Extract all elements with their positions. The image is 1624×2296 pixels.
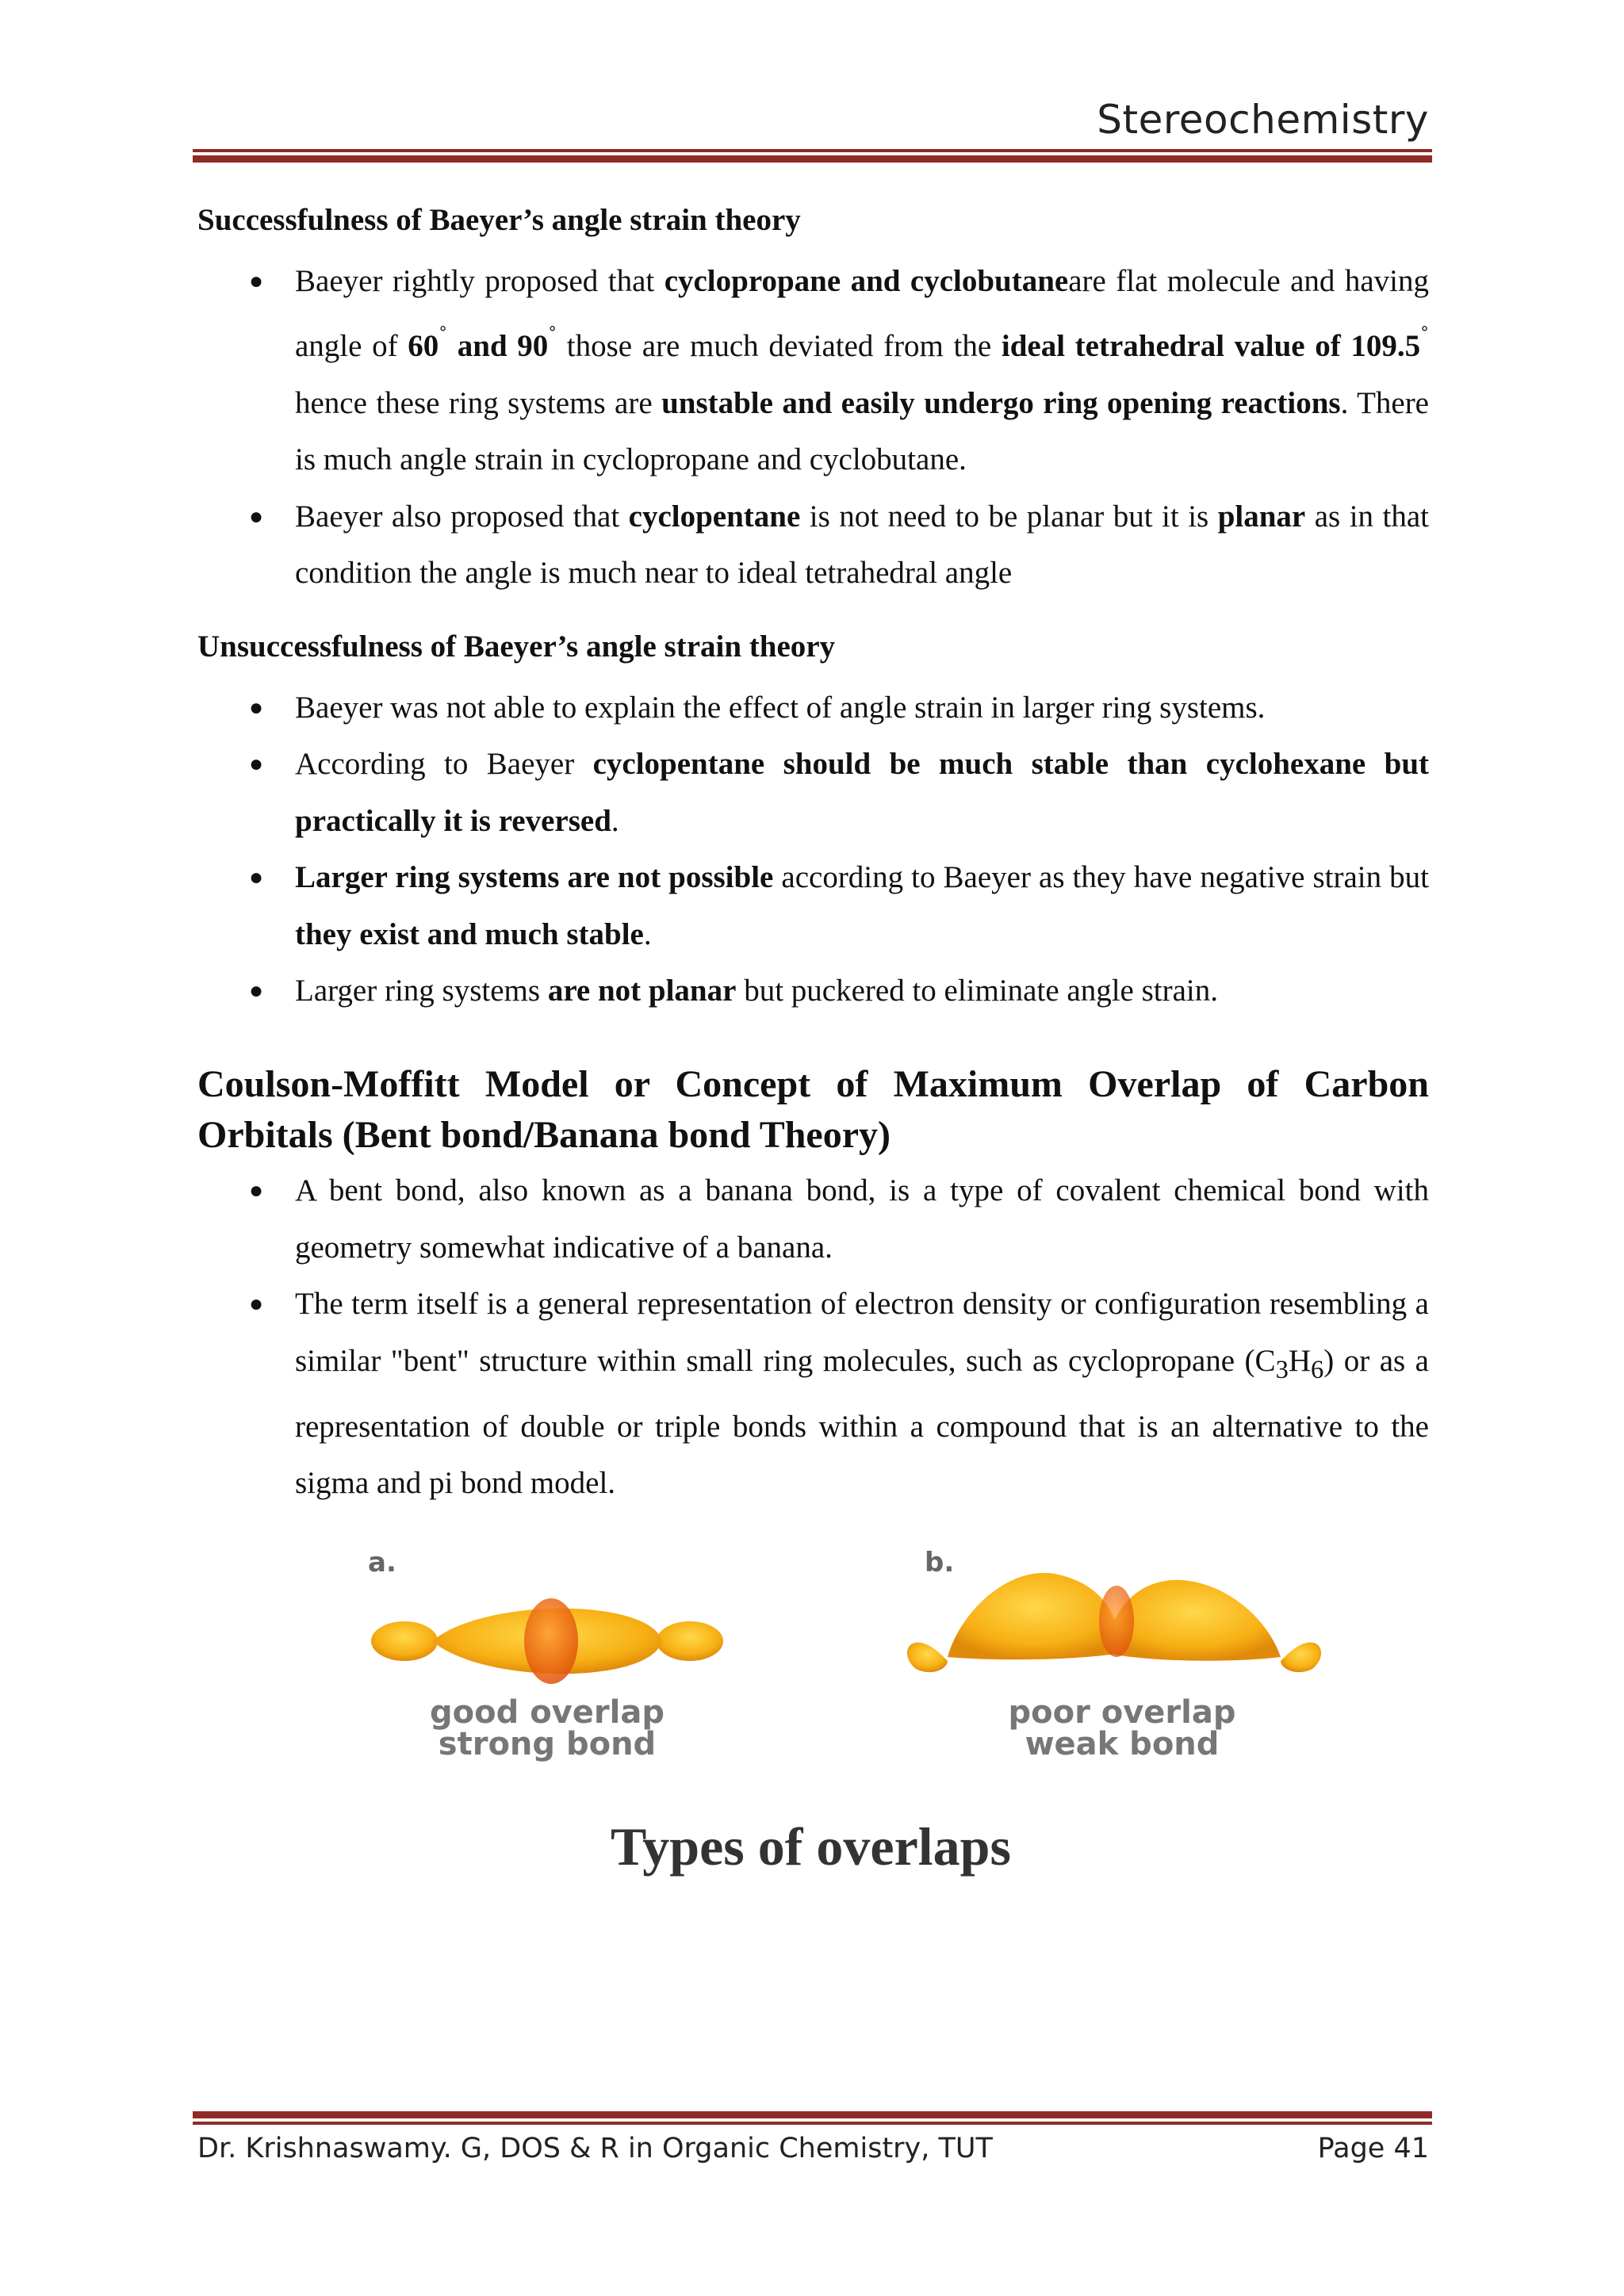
- text-run: ˚: [548, 323, 557, 352]
- text-run: ) or as a representation of double or triple bonds within a compound that is an alternative to the sigma and pi bond model.: [295, 1343, 1429, 1501]
- figure-label-b: b.: [925, 1547, 955, 1578]
- text-run: 6: [1310, 1355, 1324, 1384]
- section-heading: Unsuccessfulness of Baeyer’s angle strain theory: [197, 629, 836, 664]
- text-run: hence these ring systems are: [295, 385, 662, 420]
- text-run: as in that condition the angle is much near to ideal tetrahedral angle: [295, 499, 1430, 591]
- bullet-dot-icon: ●: [249, 267, 264, 294]
- text-run: .: [643, 916, 652, 951]
- bold-text: cyclopentane: [628, 499, 801, 534]
- text-run: .: [611, 803, 619, 838]
- bold-text: unstable and easily undergo ring opening reactions: [661, 385, 1341, 420]
- good-overlap-orbital: [371, 1598, 723, 1684]
- bullet-item: [197, 1276, 1429, 1512]
- text-run: according to Baeyer as they have negative strain but: [773, 860, 1429, 895]
- bullet-item: [197, 849, 1429, 962]
- bold-text: ideal tetrahedral value of 109.5: [1001, 329, 1421, 364]
- overlap-figure: [357, 1518, 1332, 1931]
- bold-text: are not planar: [547, 974, 737, 1008]
- text-run: The term itself is a general representation of electron density or configuration resembling a similar "bent" structure within small ring molecules, such as cyclopropane (C: [295, 1287, 1429, 1378]
- bullet-list: [197, 1162, 1429, 1512]
- poor-overlap-orbital: [907, 1573, 1321, 1672]
- text-run: Baeyer also proposed that: [295, 499, 629, 534]
- section-unsuccessfulness: [197, 630, 1429, 1020]
- bullet-dot-icon: ●: [249, 503, 264, 530]
- bullet-item: [197, 1162, 1429, 1276]
- text-run: 3: [1275, 1355, 1289, 1384]
- text-run: According to Baeyer: [295, 747, 593, 782]
- figure-title: Types of overlaps: [611, 1816, 1011, 1877]
- text-run: Baeyer was not able to explain the effect of angle strain in larger ring systems.: [295, 690, 1266, 725]
- text-run: A bent bond, also known as a banana bond, is a type of covalent chemical bond with geometry somewhat indicative of a banana.: [295, 1173, 1429, 1265]
- caption-line: good overlap: [430, 1694, 665, 1731]
- bullet-dot-icon: ●: [249, 864, 264, 891]
- caption-poor-overlap: [991, 1694, 1253, 1762]
- bold-text: 60: [408, 329, 439, 364]
- running-header-title: Stereochemistry: [1097, 97, 1429, 143]
- bold-text: they exist and much stable: [295, 916, 644, 951]
- figure-label-a: a.: [368, 1547, 396, 1578]
- text-run: is not need to be planar but it is: [800, 499, 1218, 534]
- text-run: ˚: [1420, 323, 1429, 352]
- text-run: are flat molecule and having angle of: [295, 263, 1429, 364]
- bullet-dot-icon: ●: [249, 694, 264, 721]
- text-run: but puckered to eliminate angle strain.: [736, 974, 1218, 1008]
- bullet-item: [197, 253, 1429, 488]
- footer-author: Dr. Krishnaswamy. G, DOS & R in Organic Chemistry, TUT: [197, 2133, 993, 2164]
- text-run: those are much deviated from the: [557, 329, 1002, 364]
- bullet-item: [197, 679, 1429, 737]
- section-successfulness: [197, 204, 1429, 602]
- bullet-dot-icon: ●: [249, 1291, 264, 1317]
- bold-text: and 90: [447, 329, 549, 364]
- header-rule: [193, 149, 1432, 163]
- bullet-dot-icon: ●: [249, 751, 264, 778]
- bullet-dot-icon: ●: [249, 1177, 264, 1203]
- page-number: Page 41: [1317, 2133, 1429, 2164]
- bold-text: cyclopropane and cyclobutane: [664, 263, 1069, 298]
- bullet-list: [197, 679, 1429, 1020]
- caption-line: strong bond: [438, 1726, 657, 1762]
- bullet-item: [197, 736, 1429, 849]
- text-run: . There is much angle strain in cyclopropane and cyclobutane.: [295, 385, 1429, 477]
- text-run: Larger ring systems: [295, 974, 548, 1008]
- caption-line: poor overlap: [1008, 1694, 1236, 1731]
- bullet-item: [197, 962, 1429, 1020]
- bold-text: Larger ring systems are not possible: [295, 860, 774, 895]
- section-heading: Successfulness of Baeyer’s angle strain theory: [197, 203, 801, 237]
- bullet-item: [197, 488, 1429, 602]
- caption-good-overlap: [420, 1694, 674, 1762]
- bold-text: planar: [1217, 499, 1306, 534]
- bullet-list: [197, 253, 1429, 602]
- footer-rule: [193, 2111, 1432, 2125]
- text-run: ˚: [439, 323, 448, 352]
- major-heading: Coulson-Moffitt Model or Concept of Maximum Overlap of Carbon Orbitals (Bent bond/Banana bond Theory): [197, 1063, 1429, 1156]
- caption-line: weak bond: [1025, 1726, 1220, 1762]
- bold-text: cyclopentane should be much stable than cyclohexane but practically it is reversed: [295, 747, 1429, 838]
- text-run: Baeyer rightly proposed that: [295, 263, 665, 298]
- section-coulson-moffitt: [197, 1059, 1429, 1512]
- text-run: H: [1288, 1343, 1311, 1378]
- bullet-dot-icon: ●: [249, 978, 264, 1004]
